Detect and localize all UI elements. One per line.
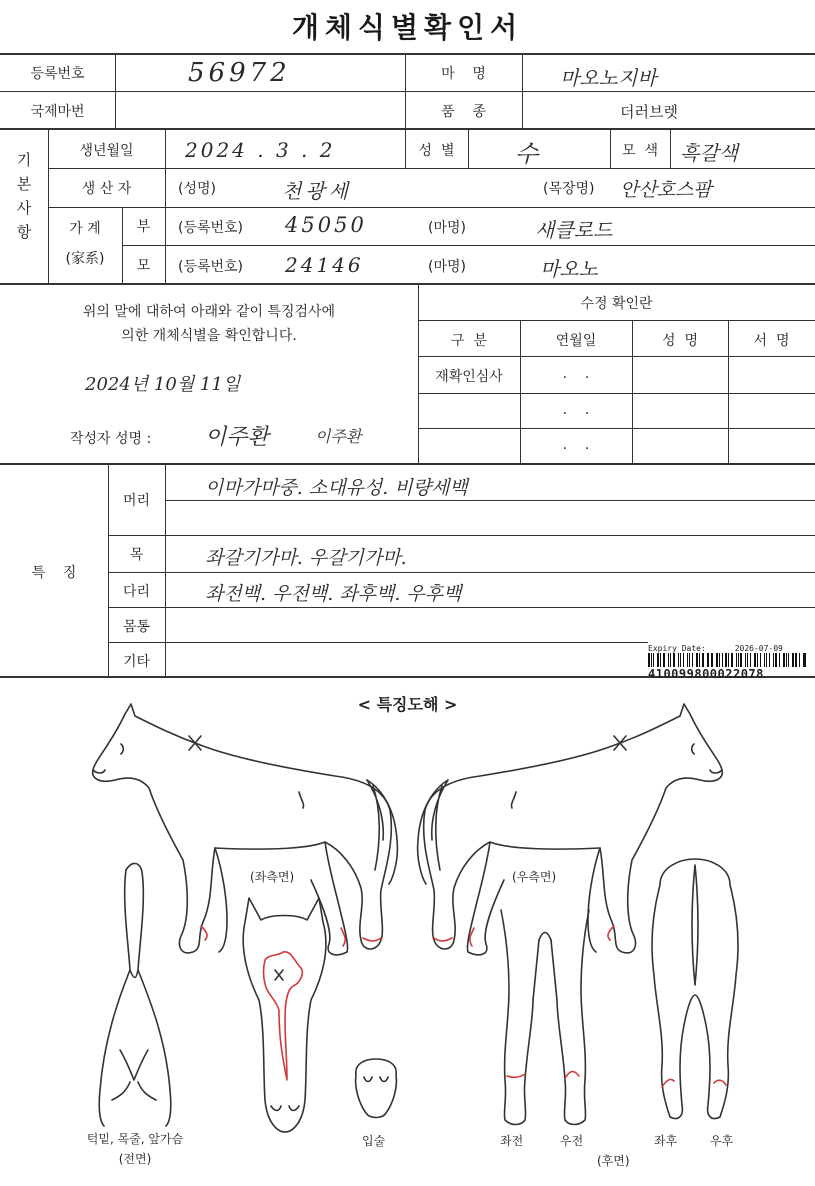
color-value: 흑갈색 [680, 141, 738, 165]
barcode-bar [792, 653, 794, 667]
barcode-bar [764, 653, 765, 667]
barcode-bar [696, 653, 698, 667]
sire-name-label: (마명) [428, 220, 466, 236]
row-divider [48, 207, 815, 208]
writer-label: 작성자 성명 : [70, 431, 152, 447]
confirm-date: 2024년 10월 11일 [85, 374, 241, 395]
front-legs-diagram [495, 900, 595, 1130]
confirm-text-line1: 위의 말에 대하여 아래와 같이 특징검사에 [82, 304, 336, 320]
barcode-bar [745, 653, 747, 667]
basic-section-label: 기 본 사 항 [16, 151, 32, 241]
col-divider [165, 128, 166, 207]
barcode-bar [803, 653, 804, 667]
revision-title: 수정 확인란 [580, 296, 653, 312]
barcode-number: 410099800022078 [648, 667, 764, 681]
barcode-bar [699, 653, 700, 667]
barcode-bar [716, 653, 718, 667]
barcode-bar [779, 653, 780, 667]
barcode-bar [689, 653, 690, 667]
lips-diagram [348, 1055, 404, 1125]
barcode-bar [668, 653, 670, 667]
writer-signature: 이주환 [315, 427, 362, 446]
revision-header-type: 구 분 [451, 333, 487, 349]
row-divider [165, 500, 815, 501]
pedigree-label: 가 계 [69, 221, 101, 237]
dam-label: 모 [136, 258, 151, 274]
front-caption: 턱밑, 목줄, 앞가슴 [86, 1132, 184, 1146]
sex-label: 성 별 [418, 143, 455, 159]
row-divider [418, 356, 815, 357]
row-divider [48, 168, 815, 169]
barcode-bar [773, 653, 774, 667]
right-fore-label: 우전 [560, 1134, 584, 1148]
revision-row-date: . . [562, 437, 590, 453]
sire-reg-value: 45050 [285, 213, 367, 237]
barcode-bar [754, 653, 756, 667]
row-divider [108, 572, 815, 573]
left-fore-label: 좌전 [500, 1134, 524, 1148]
revision-row-date: . . [562, 402, 590, 418]
dam-reg-label: (등록번호) [178, 259, 244, 275]
document-title: 개체식별확인서 [291, 11, 524, 44]
row-divider [418, 320, 815, 321]
breed-value: 더러브렛 [620, 103, 678, 121]
barcode-bar [766, 653, 767, 667]
row-divider [108, 607, 815, 608]
row-divider [418, 428, 815, 429]
col-divider [165, 463, 166, 676]
legs-value: 좌전백. 우전백. 좌후백. 우후백 [205, 583, 462, 605]
horse-name-label: 마 명 [441, 66, 486, 82]
reg-no-value: 56972 [188, 58, 291, 88]
barcode-bar [799, 653, 800, 667]
neck-value: 좌갈기가마. 우갈기가마. [205, 547, 407, 569]
barcode-bar [788, 653, 789, 667]
intl-no-label: 국제마번 [30, 104, 85, 120]
writer-value: 이주환 [205, 425, 269, 450]
confirm-text-line2: 의한 개체식별을 확인합니다. [121, 328, 297, 344]
pedigree-hanja: (家系) [65, 251, 105, 267]
sire-reg-label: (등록번호) [178, 220, 244, 236]
row-divider [108, 642, 648, 643]
barcode-bars [648, 653, 808, 667]
breed-label: 품 종 [441, 104, 486, 120]
barcode-bar [783, 653, 785, 667]
left-hind-label: 좌후 [654, 1134, 678, 1148]
lips-label: 입술 [362, 1134, 386, 1148]
barcode-expiry: Expiry Date: 2026-07-09 [648, 644, 783, 653]
barcode-bar [740, 653, 742, 667]
features-section-label: 특 징 [31, 565, 77, 581]
barcode-bar [728, 653, 729, 667]
sire-name-value: 새클로드 [535, 218, 613, 242]
barcode-bar [736, 653, 737, 667]
barcode-bar [683, 653, 685, 667]
dam-reg-value: 24146 [285, 253, 364, 277]
farm-label: (목장명) [543, 181, 595, 197]
row-divider [122, 245, 815, 246]
barcode-bar [687, 653, 688, 667]
barcode-bar [651, 653, 652, 667]
barcode-bar [725, 653, 727, 667]
birth-value: 2024 . 3 . 2 [185, 138, 336, 162]
revision-header-date: 연월일 [555, 333, 597, 349]
breeder-name-label: (성명) [178, 181, 216, 197]
barcode-bar [692, 653, 694, 667]
barcode-bar [702, 653, 704, 667]
body-label: 몸통 [122, 619, 151, 635]
diagram-title: < 특징도해 > [357, 695, 458, 714]
barcode-bar [804, 653, 806, 667]
dam-name-label: (마명) [428, 259, 466, 275]
barcode-bar [707, 653, 708, 667]
front-chest-diagram [90, 860, 180, 1130]
barcode-bar [719, 653, 720, 667]
col-divider [522, 53, 523, 128]
barcode-bar [769, 653, 771, 667]
barcode-sticker [648, 644, 808, 682]
farm-value: 안산호스팜 [620, 179, 712, 201]
revision-row-date: . . [562, 366, 590, 382]
barcode-bar [786, 653, 787, 667]
barcode-bar [680, 653, 681, 667]
color-label: 모 색 [622, 143, 658, 159]
barcode-bar [775, 653, 777, 667]
col-divider [468, 128, 469, 168]
row-divider [418, 393, 815, 394]
breeder-label: 생 산 자 [81, 181, 132, 197]
neck-label: 목 [129, 547, 144, 563]
barcode-bar [653, 653, 654, 667]
row-divider [0, 283, 815, 285]
table-top-border [0, 53, 815, 55]
birth-label: 생년월일 [79, 143, 134, 159]
head-label: 머리 [122, 493, 151, 509]
head-value: 이마가마중. 소대유성. 비량세백 [205, 477, 468, 499]
barcode-bar [750, 653, 751, 667]
left-side-label: (좌측면) [250, 870, 295, 884]
revision-row-type: 재확인심사 [435, 369, 503, 385]
dam-name-value: 마오노 [540, 257, 598, 281]
barcode-bar [731, 653, 733, 667]
barcode-bar [738, 653, 739, 667]
row-divider [108, 535, 815, 536]
barcode-bar [757, 653, 758, 667]
col-divider [115, 53, 116, 128]
row-divider [0, 463, 815, 465]
barcode-bar [673, 653, 675, 667]
rear-view-diagram [640, 855, 750, 1130]
sex-value: 수 [515, 140, 539, 168]
rear-label: (후면) [597, 1154, 630, 1168]
col-divider [670, 128, 671, 168]
breeder-name-value: 천광세 [282, 179, 352, 203]
other-label: 기타 [122, 654, 151, 670]
barcode-bar [722, 653, 723, 667]
revision-header-sign: 서 명 [753, 333, 790, 349]
barcode-bar [648, 653, 650, 667]
barcode-bar [663, 653, 665, 667]
barcode-bar [795, 653, 797, 667]
barcode-bar [678, 653, 679, 667]
barcode-bar [708, 653, 709, 667]
head-front-diagram [235, 890, 335, 1135]
barcode-bar [760, 653, 762, 667]
horse-name-value: 마오노지바 [560, 66, 657, 90]
row-divider [0, 91, 815, 92]
right-hind-label: 우후 [710, 1134, 734, 1148]
right-side-label: (우측면) [512, 870, 557, 884]
legs-label: 다리 [122, 584, 151, 600]
revision-header-name: 성 명 [662, 333, 698, 349]
sire-label: 부 [136, 219, 151, 235]
front-label: (전면) [118, 1152, 152, 1166]
col-divider [165, 207, 166, 283]
barcode-bar [657, 653, 659, 667]
barcode-bar [711, 653, 713, 667]
barcode-bar [670, 653, 671, 667]
barcode-bar [660, 653, 661, 667]
row-divider [0, 128, 815, 130]
reg-no-label: 등록번호 [30, 66, 85, 82]
barcode-bar [747, 653, 748, 667]
